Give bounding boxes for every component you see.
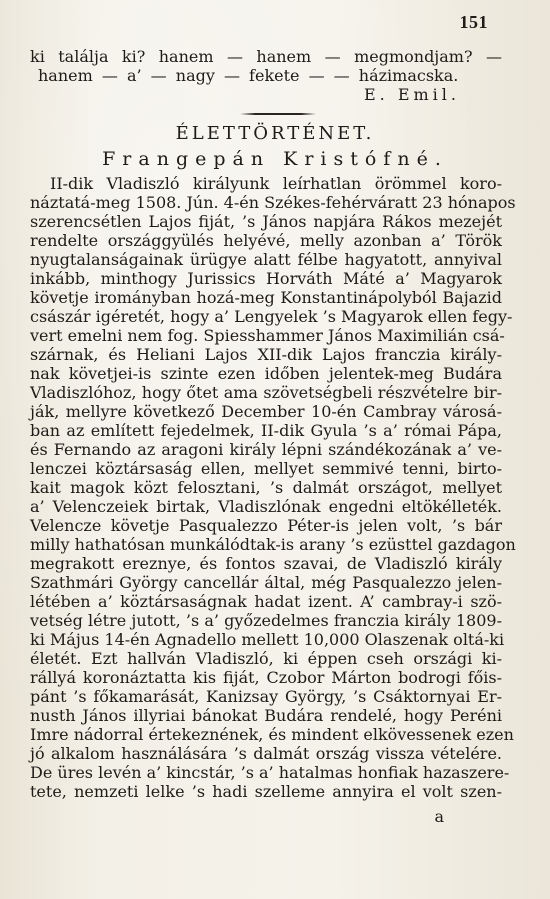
body-text bbox=[30, 174, 516, 826]
body-line: De üres levén a’ kincstár, ’s a’ hatalmas honfiak hazaszere- bbox=[30, 763, 510, 782]
body-line: tete, nemzeti lelke ’s hadi szelleme annyira el volt szen- bbox=[30, 782, 502, 801]
body-line: megrakott ereznye, és fontos szavai, de Vladiszló király bbox=[30, 554, 502, 573]
body-line: és Fernando az aragoni király lépni szándékozának a’ ve- bbox=[30, 440, 502, 459]
body-line: rállyá koronáztatta kis fiját, Czobor Márton bodrogi főis- bbox=[30, 668, 502, 687]
body-line: ják, mellyre következő December 10-én Cambray városá- bbox=[30, 402, 502, 421]
body-line: pánt ’s főkamarását, Kanizsay György, ’s Csáktornyai Er- bbox=[30, 687, 502, 706]
body-line: kait magok közt felosztani, ’s dalmát országot, mellyet bbox=[30, 478, 502, 497]
closing-line-2: hanem — a’ — nagy — fekete — — házimacska. bbox=[38, 66, 459, 85]
body-line: jó alkalom használására ’s dalmát ország vissza vételére. bbox=[30, 744, 502, 763]
body-line: szárnak, és Heliani Lajos XII-dik Lajos franczia király- bbox=[30, 345, 502, 364]
body-line: vetség létre jutott, ’s a’ győzedelmes franczia király 1809- bbox=[30, 611, 502, 630]
body-line: II-dik Vladiszló királyunk leírhatlan örömmel koro- bbox=[50, 174, 502, 193]
body-line: vert emelni nem fog. Spiesshammer János Maximilián csá- bbox=[30, 326, 505, 345]
closing-lines bbox=[30, 47, 502, 104]
body-line: császár igéretét, hogy a’ Lengyelek ’s Magyarok ellen fegy- bbox=[30, 307, 513, 326]
body-line: létében a’ köztársaságnak hadat izent. A’ cambray-i szö- bbox=[30, 592, 502, 611]
closing-line-1: ki találja ki? hanem — hanem — megmondjam? — bbox=[30, 47, 502, 66]
body-line: nyugtalanságainak ürügye alatt félbe hagyatott, annyival bbox=[30, 250, 502, 269]
body-line: inkább, minthogy Jurissics Horváth Máté a’ Magyarok bbox=[30, 269, 502, 288]
signature: E. Emil. bbox=[363, 85, 460, 104]
body-line: náztatá-meg 1508. Jún. 4-én Székes-fehérváratt 23 hónapos bbox=[30, 193, 516, 212]
body-line: életét. Ezt hallván Vladiszló, ki éppen cseh országi ki- bbox=[30, 649, 502, 668]
catchword: a bbox=[434, 807, 444, 826]
body-line: ban az említett fejedelmek, II-dik Gyula ’s a’ római Pápa, bbox=[30, 421, 502, 440]
body-line: rendelte országgyülés helyévé, melly azonban a’ Török bbox=[30, 231, 502, 250]
page-number: 151 bbox=[459, 12, 488, 32]
section-subtitle: Frangepán Kristófné. bbox=[102, 148, 448, 170]
body-line: lenczei köztársaság ellen, mellyet semmivé tenni, birto- bbox=[30, 459, 502, 478]
body-line: Szathmári György cancellár által, még Pasqualezzo jelen- bbox=[30, 573, 502, 592]
section-divider bbox=[240, 113, 316, 115]
body-line: nusth János illyriai bánokat Budára rendelé, hogy Peréni bbox=[30, 706, 502, 725]
body-line: nak követjei-is szinte ezen időben jelentek-meg Budára bbox=[30, 364, 502, 383]
body-line: szerencsétlen Lajos fiját, ’s János napjára Rákos mezejét bbox=[30, 212, 502, 231]
body-line: ki Május 14-én Agnadello mellett 10,000 Olaszenak oltá-ki bbox=[30, 630, 505, 649]
body-line: milly hathatósan munkálódtak-is arany ’s ezüsttel gazdagon bbox=[30, 535, 516, 554]
body-line: a’ Velenczeiek birtak, Vladiszlónak engedni eltökélleték. bbox=[30, 497, 502, 516]
body-line: Vladiszlóhoz, hogy őtet ama szövetségbeli részvételre bir- bbox=[30, 383, 502, 402]
body-line: Imre nádorral értekeznének, és mindent elkövessenek ezen bbox=[30, 725, 514, 744]
body-line: Velencze követje Pasqualezzo Péter-is jelen volt, ’s bár bbox=[30, 516, 502, 535]
body-line: követje irományban hozá-meg Konstantinápolyból Bajazid bbox=[30, 288, 502, 307]
section-title: ÉLETTÖRTÉNET. bbox=[175, 123, 375, 144]
